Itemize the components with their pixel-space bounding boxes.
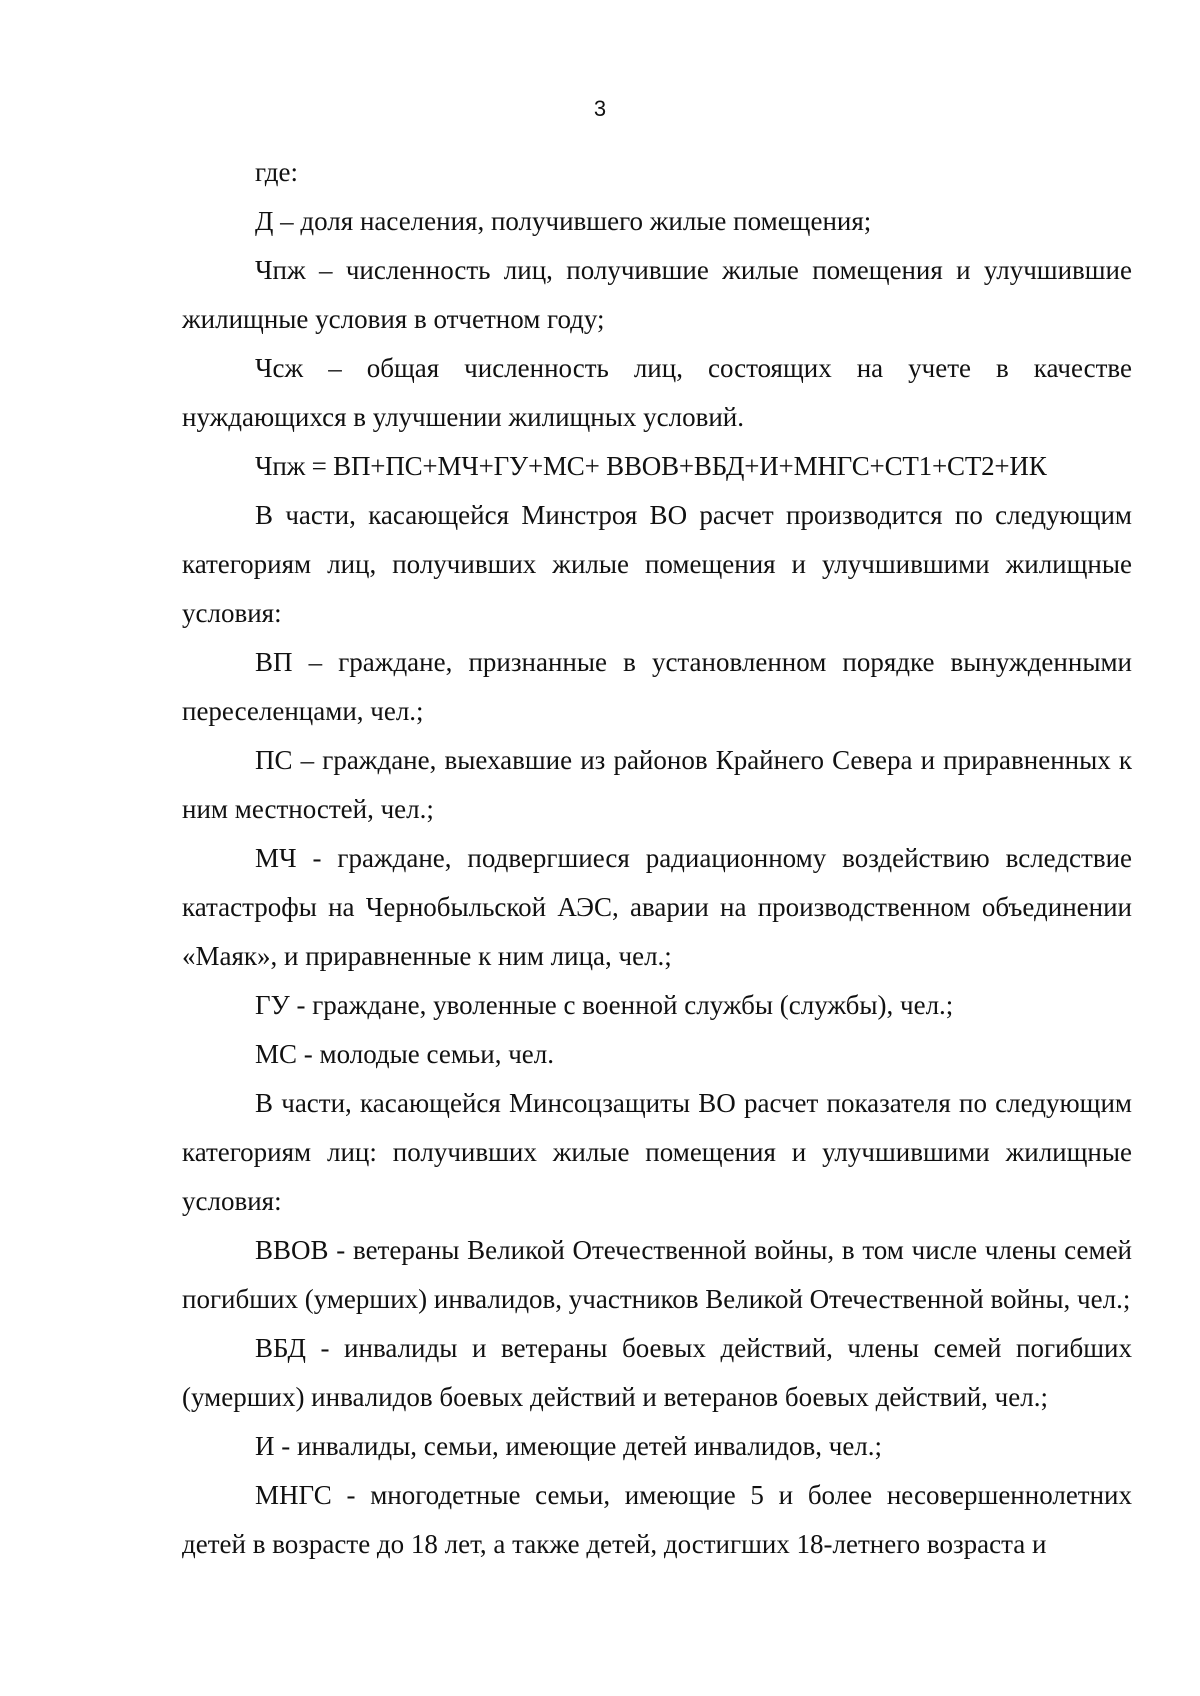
paragraph-vp: ВП – граждане, признанные в установленном порядке вынужденными переселенцами, чел.; <box>182 647 1132 726</box>
paragraph-definition-chpzh: Чпж – численность лиц, получившие жилые помещения и улучшившие жилищные условия в отчетном году; <box>182 255 1132 334</box>
formula-chpzh: Чпж = ВП+ПС+МЧ+ГУ+МС+ ВВОВ+ВБД+И+МНГС+СТ1+СТ2+ИК <box>255 451 1047 481</box>
paragraph-gu: ГУ - граждане, уволенные с военной службы (службы), чел.; <box>255 990 954 1020</box>
paragraph-where: где: <box>255 157 298 187</box>
paragraph-mngs: МНГС - многодетные семьи, имеющие 5 и более несовершеннолетних детей в возрасте до 18 лет, а также детей, достигших 18-летнего возраста и <box>182 1480 1132 1559</box>
paragraph-mch: МЧ - граждане, подвергшиеся радиационному воздействию вследствие катастрофы на Чернобыльской АЭС, аварии на производственном объединении «Маяк», и приравненные к ним лица, чел.; <box>182 843 1132 971</box>
paragraph-definition-d: Д – доля населения, получившего жилые помещения; <box>255 206 872 236</box>
paragraph-minsoczashchity: В части, касающейся Минсоцзащиты ВО расчет показателя по следующим категориям лиц: получивших жилые помещения и улучшившими жилищные условия: <box>182 1088 1132 1216</box>
paragraph-vbd: ВБД - инвалиды и ветераны боевых действий, члены семей погибших (умерших) инвалидов боевых действий и ветеранов боевых действий, чел.; <box>182 1333 1132 1412</box>
paragraph-ms: МС - молодые семьи, чел. <box>255 1039 554 1069</box>
paragraph-vvov: ВВОВ - ветераны Великой Отечественной войны, в том числе члены семей погибших (умерших) инвалидов, участников Великой Отечественной войны, чел.; <box>182 1235 1132 1314</box>
paragraph-definition-chszh: Чсж – общая численность лиц, состоящих на учете в качестве нуждающихся в улучшении жилищных условий. <box>182 353 1132 432</box>
paragraph-i: И - инвалиды, семьи, имеющие детей инвалидов, чел.; <box>255 1431 883 1461</box>
document-body <box>182 148 1132 1569</box>
paragraph-ps: ПС – граждане, выехавшие из районов Крайнего Севера и приравненных к ним местностей, чел.; <box>182 745 1132 824</box>
page-number: 3 <box>593 96 607 121</box>
paragraph-minstroy: В части, касающейся Минстроя ВО расчет производится по следующим категориям лиц, получивших жилые помещения и улучшившими жилищные условия: <box>182 500 1132 628</box>
